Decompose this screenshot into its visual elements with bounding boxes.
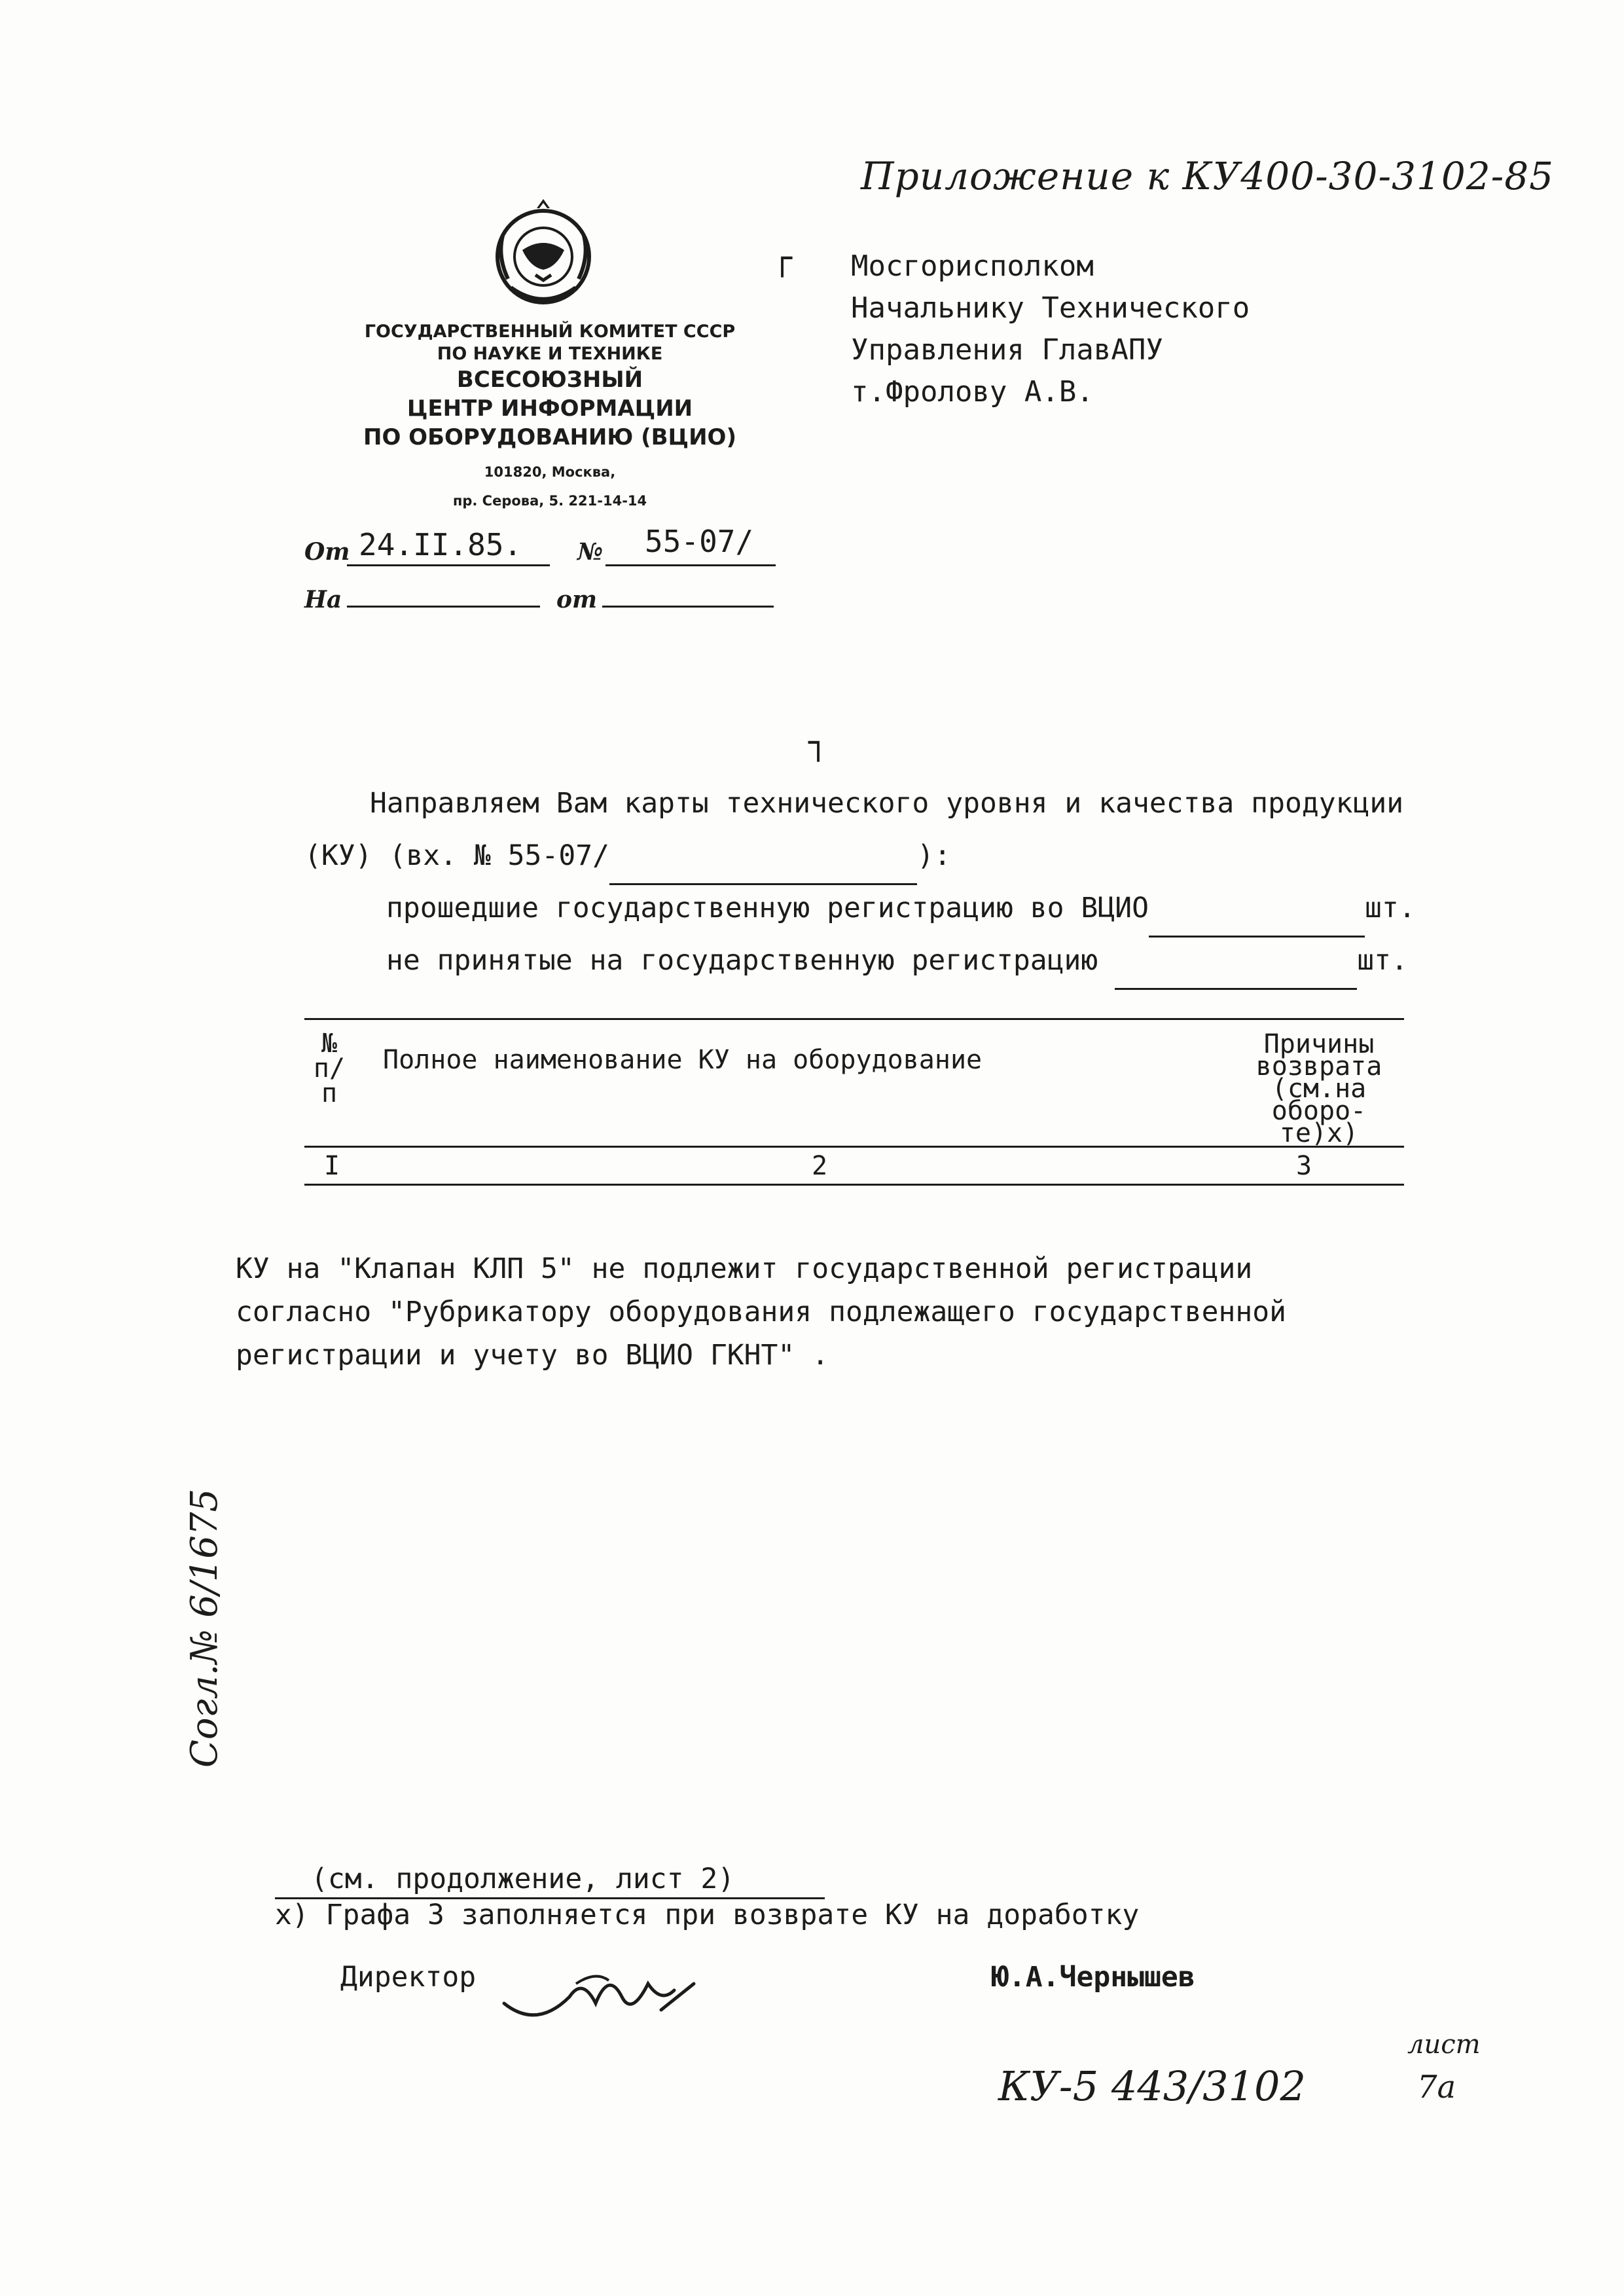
registered-text: прошедшие государственную регистрацию во ВЦИО [386,892,1149,924]
number-underline [605,564,776,566]
corner-mark-bottom-right: ┐ [808,723,829,761]
note-line-1: КУ на "Клапан КЛП 5" не подлежит государственной регистрации [236,1252,1253,1285]
registered-count-blank [1149,881,1365,938]
committee-line-1: ГОСУДАРСТВЕННЫЙ КОМИТЕТ СССР [364,321,736,342]
ussr-emblem-icon [484,196,602,314]
outgoing-number: 55-07/ [645,524,754,559]
footnote: х) Графа 3 заполняется при возврате КУ на доработку [275,1899,1140,1931]
note-paragraph [236,1247,1286,1377]
sheet-number: 7а [1417,2069,1456,2105]
addressee-line-1: Мосгорисполком [851,249,1094,283]
from-label: От [304,538,350,566]
col3-header-line-2: возврата [1255,1051,1382,1082]
center-line-2: ЦЕНТР ИНФОРМАЦИИ [406,395,693,422]
reply-from-underline [602,606,774,608]
director-label: Директор [340,1961,477,1994]
outgoing-date: 24.II.85. [359,527,522,562]
table-bottom-rule [304,1184,1404,1186]
address-line-2: пр. Серова, 5. 221-14-14 [452,493,647,509]
col1-header-line-1: № [321,1029,338,1059]
reply-from-label: от [556,586,598,613]
handwritten-ref-number: КУ-5 443/3102 [998,2062,1306,2110]
not-accepted-unit: шт. [1357,944,1408,977]
center-line-3: ПО ОБОРУДОВАНИЮ (ВЦИО) [363,424,736,450]
addressee-line-4: т.Фролову А.В. [851,375,1094,409]
col3-header-line-3: (см.на оборо- [1271,1074,1367,1126]
intro-line-2 [304,828,951,885]
address-line-1: 101820, Москва, [484,464,616,480]
director-name: Ю.А.Чернышев [992,1961,1195,1994]
appendix-reference: Приложение к КУ400-30-3102-85 [861,154,1555,198]
col2-header: Полное наименование КУ на оборудование [383,1045,983,1075]
col1-header [306,1031,352,1106]
not-accepted-text: не принятые на государственную регистрацию [386,944,1098,977]
not-accepted-line [386,933,1408,990]
intro-line-2-prefix: (КУ) (вх. № 55-07/ [304,839,609,872]
not-accepted-count-blank [1115,933,1357,990]
addressee-block [851,246,1250,413]
note-line-2: согласно "Рубрикатору оборудования подлежащего государственной [236,1296,1287,1328]
center-line-1: ВСЕСОЮЗНЫЙ [456,367,643,393]
incoming-number-blank [609,828,917,885]
intro-line-1: Направляем Вам карты технического уровня и качества продукции [370,787,1404,820]
number-label: № [577,538,604,566]
addressee-line-2: Начальнику Технического [851,291,1250,325]
table-header-rule [304,1146,1404,1148]
col3-header-line-1: Причины [1263,1029,1375,1059]
registered-unit: шт. [1364,892,1416,924]
sheet-label: лист [1407,2030,1481,2060]
side-handwritten-note: Согл.№ 6/1675 [183,1488,226,1768]
reply-underline [347,606,540,608]
organization-header [314,321,785,509]
col3-header-line-4: те)х) [1279,1118,1359,1148]
col3-header [1224,1029,1414,1148]
intro-line-2-suffix: ): [917,839,951,872]
corner-mark-top-left: ┌ [772,239,793,277]
col2-number: 2 [812,1151,828,1181]
reply-label: На [304,586,342,613]
director-signature [497,1958,707,2036]
registered-line [386,881,1416,938]
date-underline [347,564,550,566]
committee-line-2: ПО НАУКЕ И ТЕХНИКЕ [437,344,663,364]
continuation-note: (см. продолжение, лист 2) [311,1863,735,1895]
col3-number: 3 [1296,1151,1312,1181]
note-line-3: регистрации и учету во ВЦИО ГКНТ" . [236,1339,829,1372]
table-top-rule [304,1018,1404,1020]
addressee-line-3: Управления ГлавАПУ [851,333,1163,367]
col1-header-line-2: п/п [313,1053,346,1108]
col1-number: I [324,1151,340,1181]
